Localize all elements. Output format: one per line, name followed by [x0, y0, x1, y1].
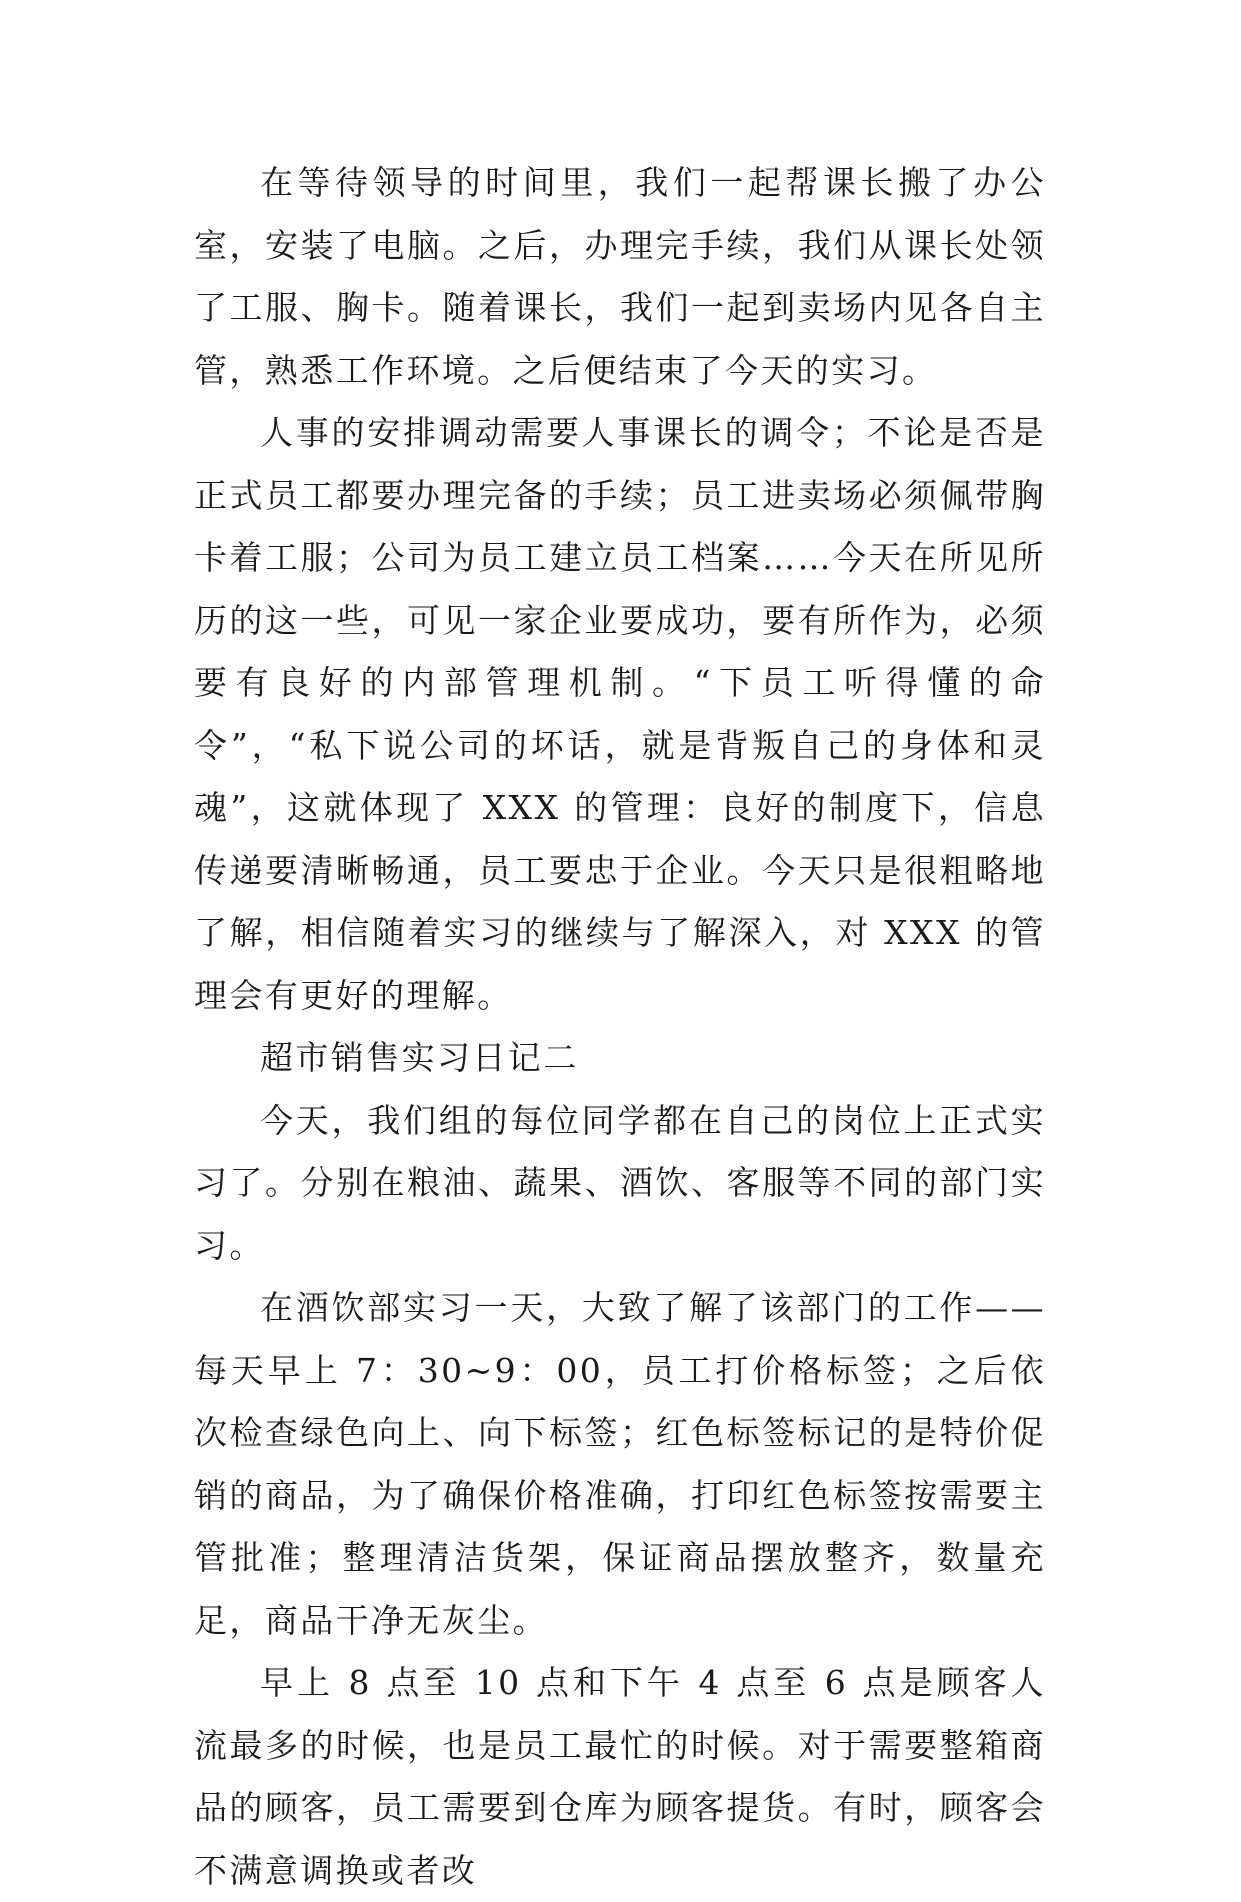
paragraph-3: 今天，我们组的每位同学都在自己的岗位上正式实习了。分别在粮油、蔬果、酒饮、客服等不同的部门实习。 — [194, 1100, 1046, 1265]
paragraph-5: 早上 8 点至 10 点和下午 4 点至 6 点是顾客人流最多的时候，也是员工最忙的时候。对于需要整箱商品的顾客，员工需要到仓库为顾客提货。有时，顾客会不满意调换或者改 — [194, 1663, 1046, 1890]
paragraph-2: 人事的安排调动需要人事课长的调令；不论是否是正式员工都要办理完备的手续；员工进卖场必须佩带胸卡着工服；公司为员工建立员工档案……今天在所见所历的这一些，可见一家企业要成功，要有所作为，必须要有良好的内部管理机制。“下员工听得懂的命令”，“私下说公司的坏话，就是背叛自己的身体和灵魂”，这就体现了 XXX 的管理：良好的制度下，信息传递要清晰畅通，员工要忠于企业。今天只是很粗略地了解，相信随着实习的继续与了解深入，对 XXX 的管理会有更好的理解。 — [194, 413, 1046, 1015]
paragraph-4: 在酒饮部实习一天，大致了解了该部门的工作——每天早上 7：30~9：00，员工打价格标签；之后依次检查绿色向上、向下标签；红色标签标记的是特价促销的商品，为了确保价格准确，打印红色标签按需要主管批准；整理清洁货架，保证商品摆放整齐，数量充足，商品干净无灰尘。 — [194, 1288, 1046, 1640]
section-heading: 超市销售实习日记二 — [260, 1038, 579, 1077]
paragraph-1: 在等待领导的时间里，我们一起帮课长搬了办公室，安装了电脑。之后，办理完手续，我们从课长处领了工服、胸卡。随着课长，我们一起到卖场内见各自主管，熟悉工作环境。之后便结束了今天的实习。 — [194, 163, 1046, 390]
document-body — [194, 152, 1046, 1902]
